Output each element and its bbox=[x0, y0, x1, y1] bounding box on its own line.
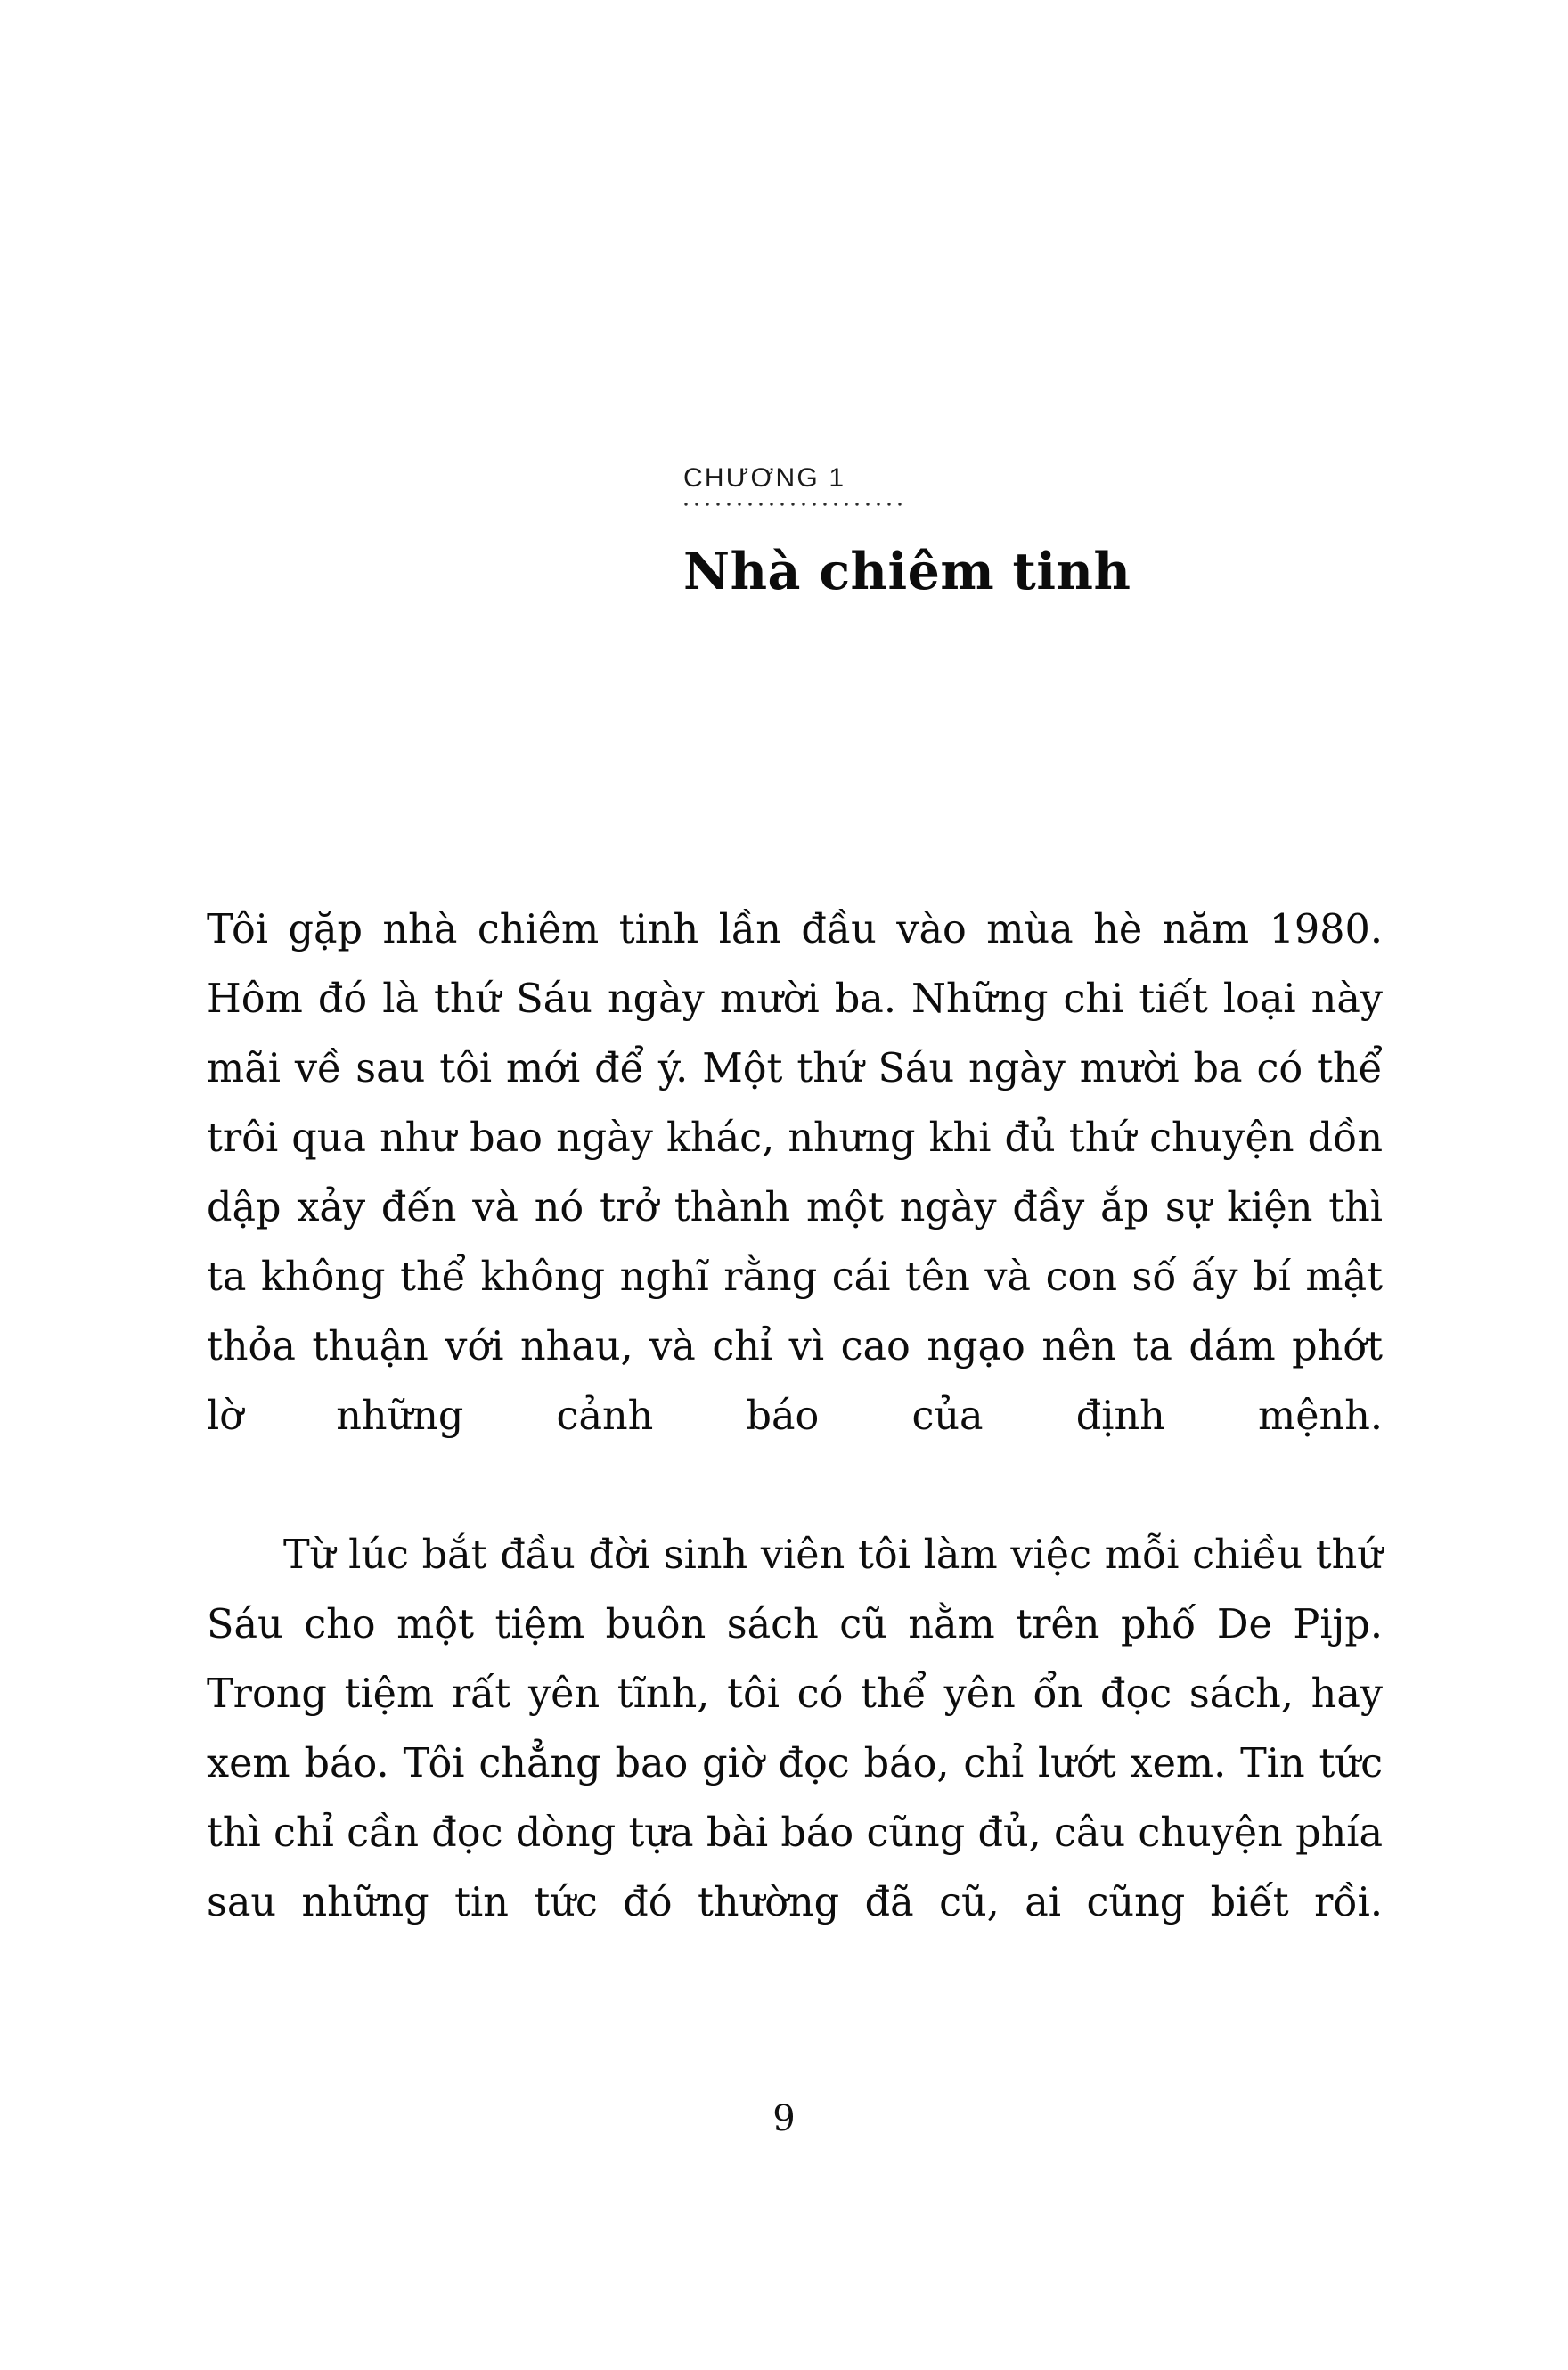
body-text bbox=[207, 895, 1383, 2007]
chapter-heading bbox=[683, 463, 1360, 601]
paragraph: Tôi gặp nhà chiêm tinh lần đầu vào mùa hè năm 1980. Hôm đó là thứ Sáu ngày mười ba. Những chi tiết loại này mãi về sau tôi mới để ý. Một thứ Sáu ngày mười ba có thể trôi qua như bao ngày khác, nhưng khi đủ thứ chuyện dồn dập xảy đến và nó trở thành một ngày đầy ắp sự kiện thì ta không thể không nghĩ rằng cái tên và con số ấy bí mật thỏa thuận với nhau, và chỉ vì cao ngạo nên ta dám phớt lờ những cảnh báo của định mệnh. bbox=[207, 907, 1383, 1439]
chapter-title: Nhà chiêm tinh bbox=[683, 542, 1131, 601]
page-content bbox=[198, 0, 1383, 2370]
chapter-label: CHƯƠNG 1 bbox=[683, 463, 846, 493]
paragraph: Từ lúc bắt đầu đời sinh viên tôi làm việc mỗi chiều thứ Sáu cho một tiệm buôn sách cũ nằm trên phố De Pijp. Trong tiệm rất yên tĩnh, tôi có thể yên ổn đọc sách, hay xem báo. Tôi chẳng bao giờ đọc báo, chỉ lướt xem. Tin tức thì chỉ cần đọc dòng tựa bài báo cũng đủ, câu chuyện phía sau những tin tức đó thường đã cũ, ai cũng biết rồi. bbox=[207, 1532, 1383, 1925]
dotted-rule-divider bbox=[683, 502, 902, 507]
page-number: 9 bbox=[772, 2098, 796, 2139]
